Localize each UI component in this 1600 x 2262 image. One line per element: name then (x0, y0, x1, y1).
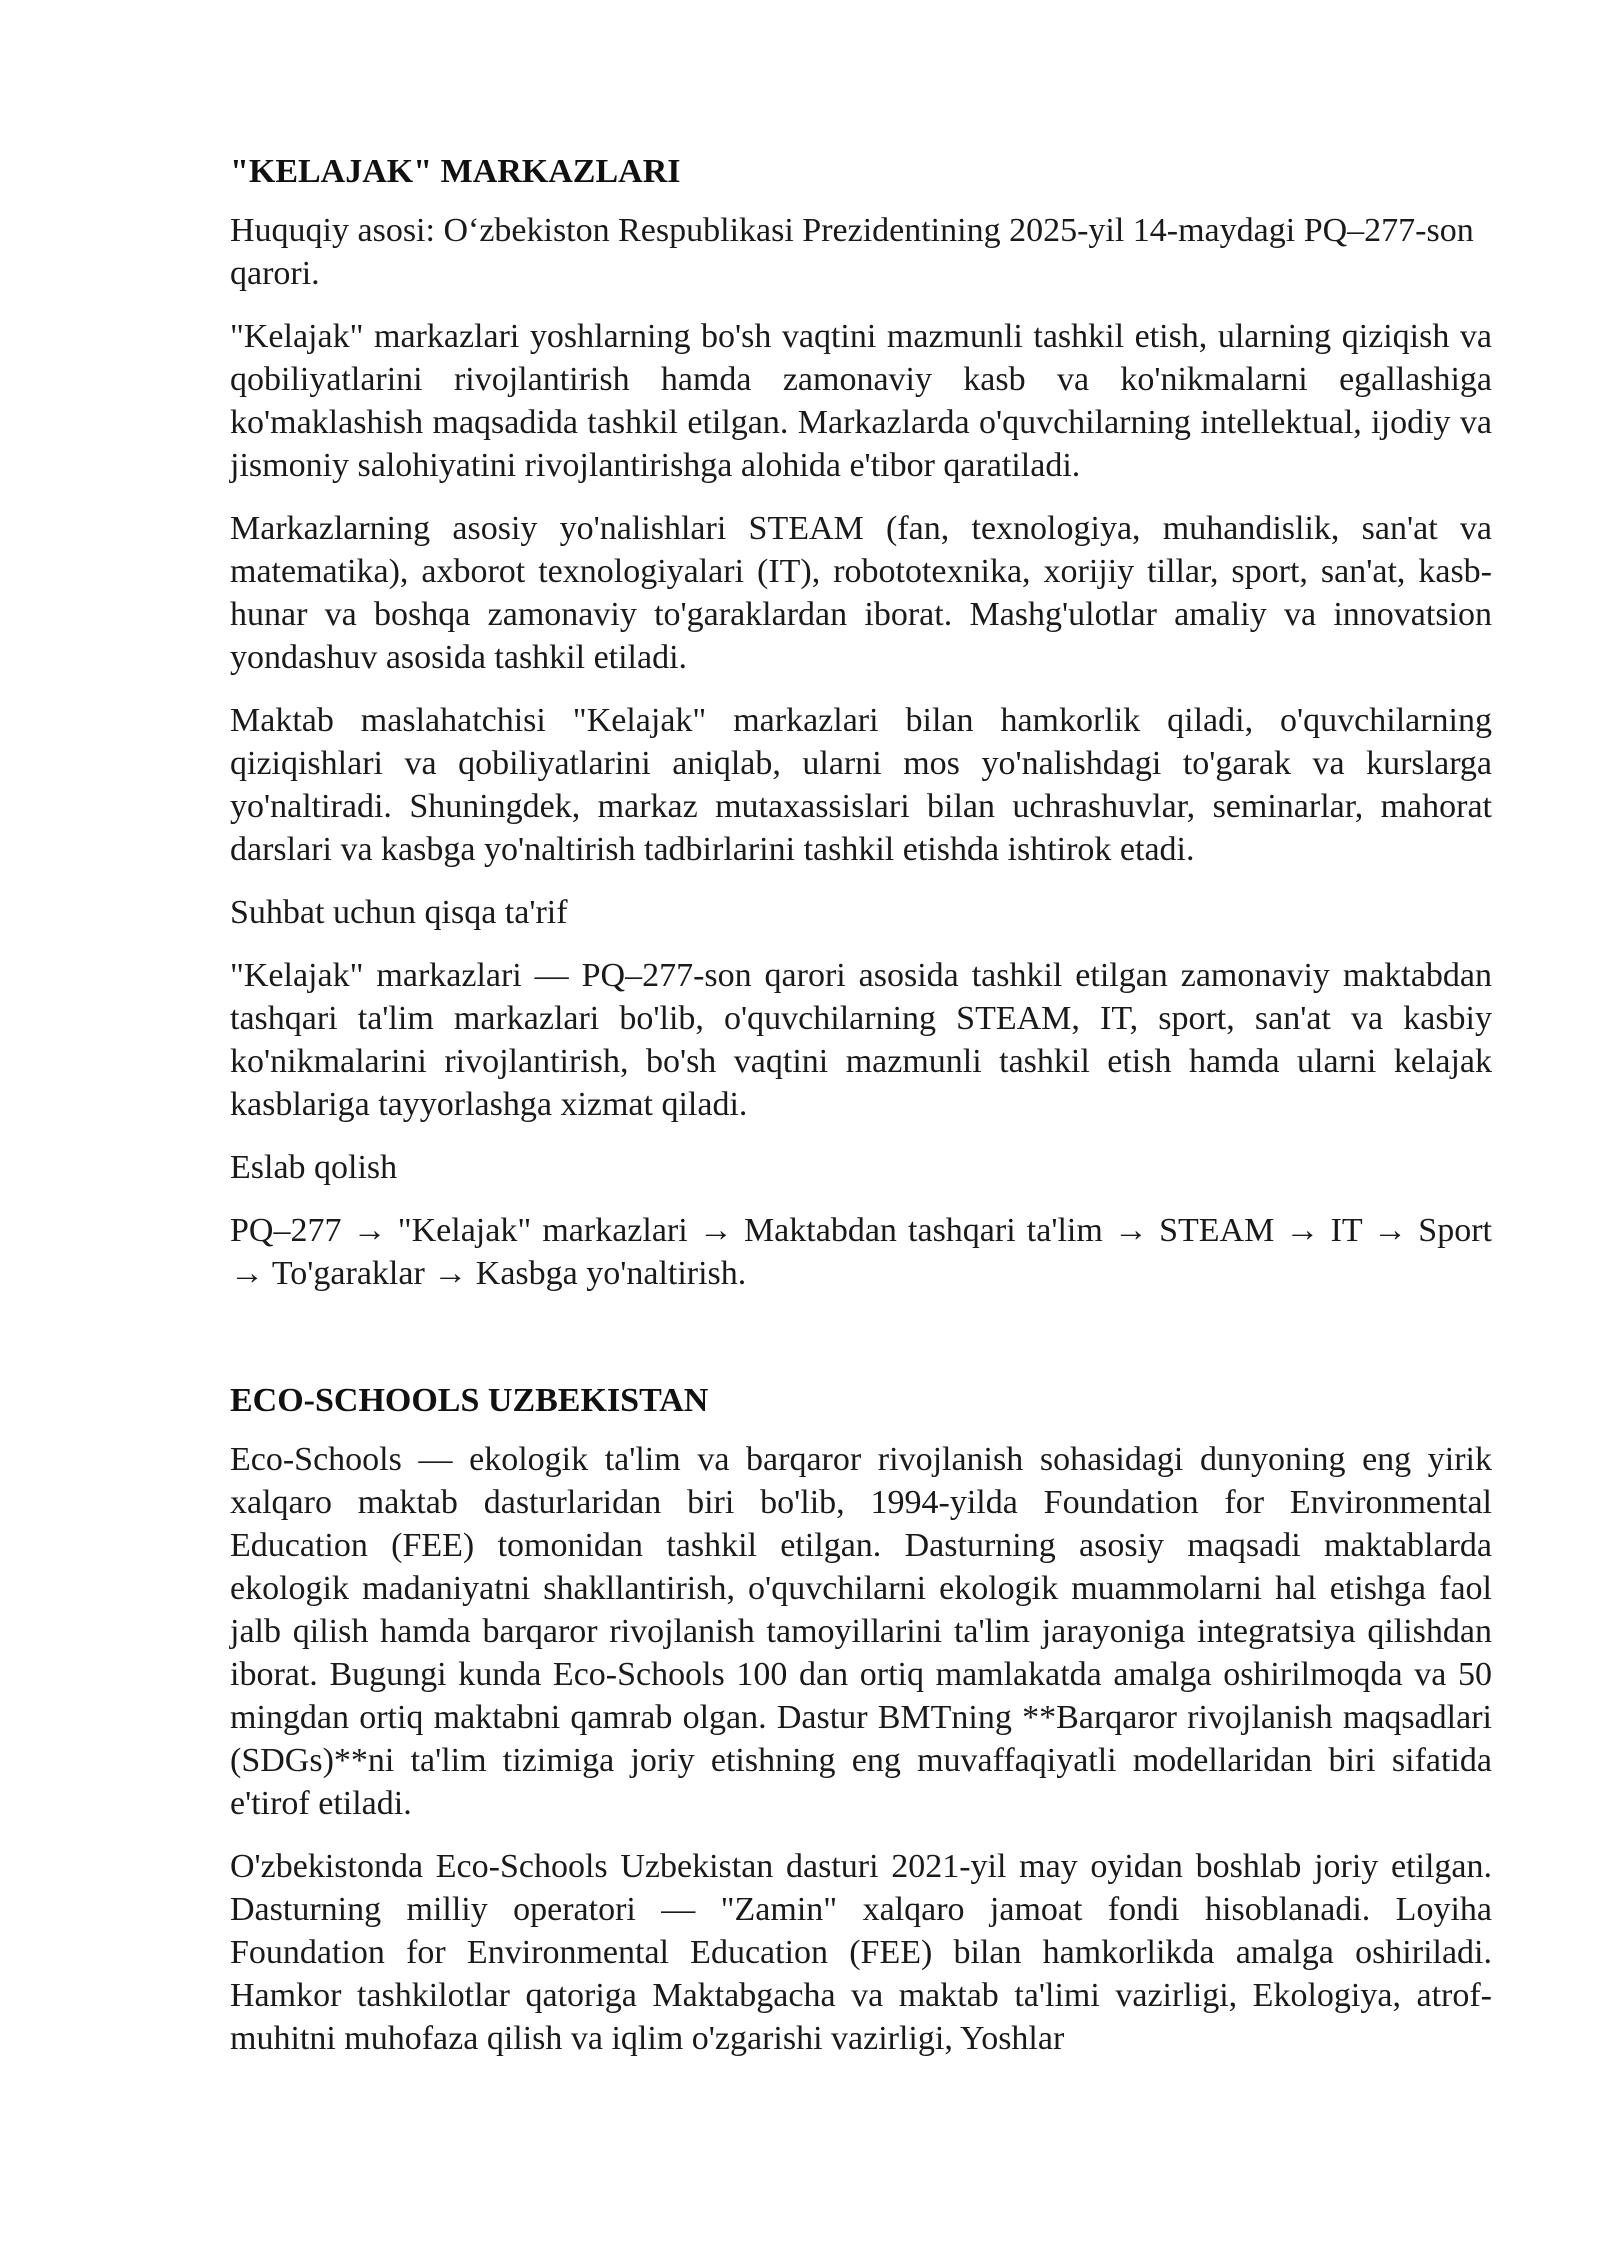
kelajak-paragraph-4: "Kelajak" markazlari — PQ–277-son qarori asosida tashkil etilgan zamonaviy maktabdan tashqari ta'lim markazlari bo'lib, o'quvchilarning STEAM, IT, sport, san'at va kasbiy ko'nikmalarini rivojlantirish, bo'sh vaqtini mazmunli tashkil etish hamda ularni kelajak kasblariga tayyorlashga xizmat qiladi. (230, 957, 1492, 1123)
kelajak-paragraph-3: Maktab maslahatchisi "Kelajak" markazlari bilan hamkorlik qiladi, o'quvchilarning qiziqishlari va qobiliyatlarini aniqlab, ularni mos yo'nalishdagi to'garak va kurslarga yo'naltiradi. Shuningdek, markaz mutaxassislari bilan uchrashuvlar, seminarlar, mahorat darslari va kasbga yo'naltirish tadbirlarini tashkil etishda ishtirok etadi. (230, 702, 1492, 868)
kelajak-paragraph-1: "Kelajak" markazlari yoshlarning bo'sh vaqtini mazmunli tashkil etish, ularning qiziqish va qobiliyatlarini rivojlantirish hamda zamonaviy kasb va ko'nikmalarni egallashiga ko'maklashish maqsadida tashkil etilgan. Markazlarda o'quvchilarning intellektual, ijodiy va jismoniy salohiyatini rivojlantirishga alohida e'tibor qaratiladi. (230, 318, 1492, 484)
eco-paragraph-2: O'zbekistonda Eco-Schools Uzbekistan dasturi 2021-yil may oyidan boshlab joriy etilgan. Dasturning milliy operatori — "Zamin" xalqaro jamoat fondi hisoblanadi. Loyiha Foundation for Environmental Education (FEE) bilan hamkorlikda amalga oshiriladi. Hamkor tashkilotlar qatoriga Maktabgacha va maktab ta'limi vazirligi, Ekologiya, atrof-muhitni muhofaza qilish va iqlim o'zgarishi vazirligi, Yoshlar (230, 1848, 1492, 2057)
document-page (230, 150, 1492, 2080)
section-title-kelajak: "KELAJAK" MARKAZLARI (230, 153, 681, 190)
section-eco-schools (230, 1379, 1492, 2060)
remember-heading: Eslab qolish (230, 1149, 398, 1186)
section-title-eco-schools: ECO-SCHOOLS UZBEKISTAN (230, 1382, 709, 1419)
eco-paragraph-1: Eco-Schools — ekologik ta'lim va barqaror rivojlanish sohasidagi dunyoning eng yirik xalqaro maktab dasturlaridan biri bo'lib, 1994-yilda Foundation for Environmental Education (FEE) tomonidan tashkil etilgan. Dasturning asosiy maqsadi maktablarda ekologik madaniyatni shakllantirish, o'quvchilarni ekologik muammolarni hal etishga faol jalb qilish hamda barqaror rivojlanish tamoyillarini ta'lim jarayoniga integratsiya qilishdan iborat. Bugungi kunda Eco-Schools 100 dan ortiq mamlakatda amalga oshirilmoqda va 50 mingdan ortiq maktabni qamrab olgan. Dastur BMTning **Barqaror rivojlanish maqsadlari (SDGs)**ni ta'lim tizimiga joriy etishning eng muvaffaqiyatli modellaridan biri sifatida e'tirof etiladi. (230, 1441, 1492, 1822)
remember-chain: PQ–277 → "Kelajak" markazlari → Maktabdan tashqari ta'lim → STEAM → IT → Sport → To'garaklar → Kasbga yo'naltirish. (230, 1212, 1492, 1292)
short-definition-heading: Suhbat uchun qisqa ta'rif (230, 894, 568, 931)
section-kelajak (230, 150, 1492, 1295)
section-spacer (230, 1315, 1492, 1379)
kelajak-paragraph-2: Markazlarning asosiy yo'nalishlari STEAM (fan, texnologiya, muhandislik, san'at va matematika), axborot texnologiyalari (IT), robototexnika, xorijiy tillar, sport, san'at, kasb-hunar va boshqa zamonaviy to'garaklardan iborat. Mashg'ulotlar amaliy va innovatsion yondashuv asosida tashkil etiladi. (230, 510, 1492, 676)
legal-basis-text: Huquqiy asosi: O‘zbekiston Respublikasi Prezidentining 2025-yil 14-maydagi PQ–277-son qarori. (230, 212, 1474, 292)
